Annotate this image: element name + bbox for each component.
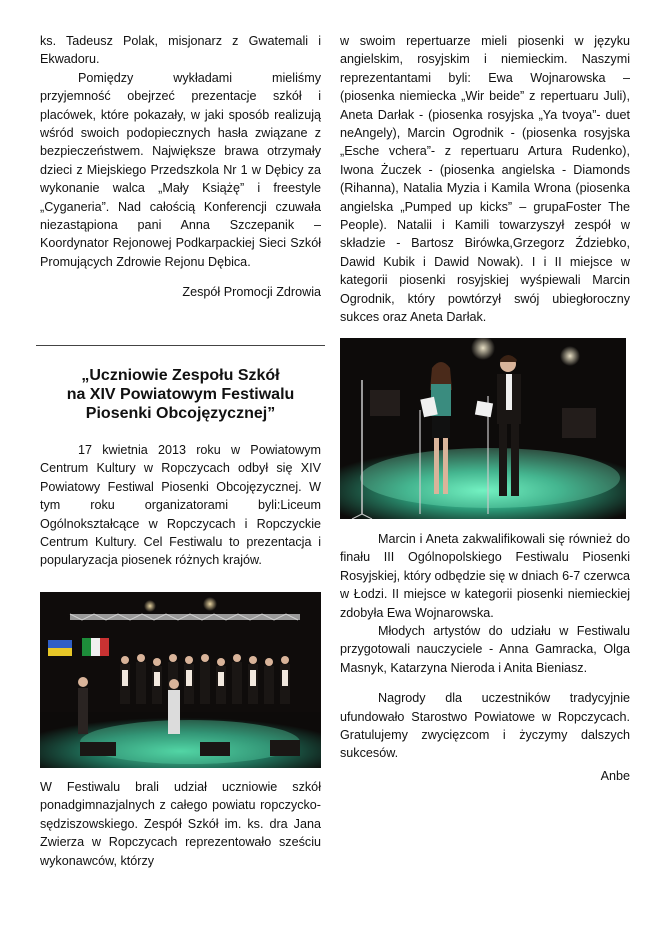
paragraph: w swoim repertuarze mieli piosenki w języku angielskim, rosyjskim i niemieckim. Naszymi reprezentantami byli: Ewa Wojnarowska – (piosenka niemiecka „Wir beide” z repertuaru Juli), Aneta Darłak - (piosenka rosyjska „Ya tvoya”- duet neAngely), Marcin Ogrodnik - (piosenka rosyjska „Esche vchera”- z repertuaru Artura Rudenko), Iwona Żuczek - (piosenka angielska - Diamonds (Rihanna), Natalia Myzia i Kamila Wrona (piosenka angielska „Pumped up kicks” – grupaFoster The People). Natalii i Kamili towarzyszył zespół w składzie - Bartosz Birówka,Grzegorz Ździebko, Dawid Kubik i Dawid Nowak). I i II miejsce w kategorii piosenki rosyjskiej wyśpiewali Marcin Ogrodnik, który powtórzył swój ubiegłoroczny sukces oraz Aneta Darłak. xyxy=(340,34,630,325)
title-line: „Uczniowie Zespołu Szkół xyxy=(81,367,280,384)
article-title xyxy=(40,366,321,423)
paragraph: Młodych artystów do udziału w Festiwalu przygotowali nauczyciele - Anna Gamracka, Olga Masnyk, Katarzyna Nieroda i Anita Bieniasz. xyxy=(340,624,630,675)
paragraph: 17 kwietnia 2013 roku w Powiatowym Centrum Kultury w Ropczycach odbył się XIV Powiatowy Festiwal Piosenki Obcojęzycznej. W tym roku organizatorami byli:Liceum Ogólnokształcące w Ropczycach i Ropczyckie Centrum Kultury. Cel Festiwalu to prezentacja i popularyzacja piosenek różnych krajów. xyxy=(40,443,321,568)
title-line: Piosenki Obcojęzycznej” xyxy=(85,405,276,422)
duet-stage-photo xyxy=(340,338,626,519)
paragraph: Pomiędzy wykładami mieliśmy przyjemność obejrzeć prezentacje szkół i placówek, które pokazały, w jaki sposób realizują wśród swoich podopiecznych hasła związane z bezpieczeństwem. Największe brawa otrzymały dzieci z Miejskiego Przedszkola Nr 1 w Dębicy za wykonanie walca „Mały Książę” i freestyle „Cyganeria”. Nad całością Konferencji czuwała niezastąpiona pani Anna Szczepanik – Koordynator Rejonowej Podkarpackiej Sieci Szkół Promujących Zdrowie Rejonu Dębica. xyxy=(40,70,321,269)
paragraph: ks. Tadeusz Polak, misjonarz z Gwatemali i Ekwadoru. xyxy=(40,34,321,67)
right-column-bottom xyxy=(340,530,630,785)
article-continuation xyxy=(40,778,321,870)
article-intro xyxy=(40,441,321,570)
paragraph: Marcin i Aneta zakwalifikowali się również do finału III Ogólnopolskiego Festiwalu Piosenki Rosyjskiej, który odbędzie się w dniach 6-7 czerwca w Łodzi. II miejsce w kategorii piosenki niemieckiej zdobyła Ewa Wojnarowska. xyxy=(340,532,630,620)
right-column-top xyxy=(340,32,630,327)
festival-group-photo xyxy=(40,592,321,768)
signature: Anbe xyxy=(600,768,630,783)
left-column-top xyxy=(40,32,321,302)
paragraph: Nagrody dla uczestników tradycyjnie ufundowało Starostwo Powiatowe w Ropczycach. Gratulujemy zwycięzcom i życzymy dalszych sukcesów. xyxy=(340,691,630,761)
title-line: na XIV Powiatowym Festiwalu xyxy=(66,386,295,403)
signature: Zespół Promocji Zdrowia xyxy=(182,285,321,300)
section-divider xyxy=(36,345,325,346)
paragraph: W Festiwalu brali udział uczniowie szkół ponadgimnazjalnych z całego powiatu ropczycko-sędziszowskiego. Zespół Szkół im. ks. dra Jana Zwierza w Ropczycach reprezentowało sześciu wykonawców, którzy xyxy=(40,780,321,868)
